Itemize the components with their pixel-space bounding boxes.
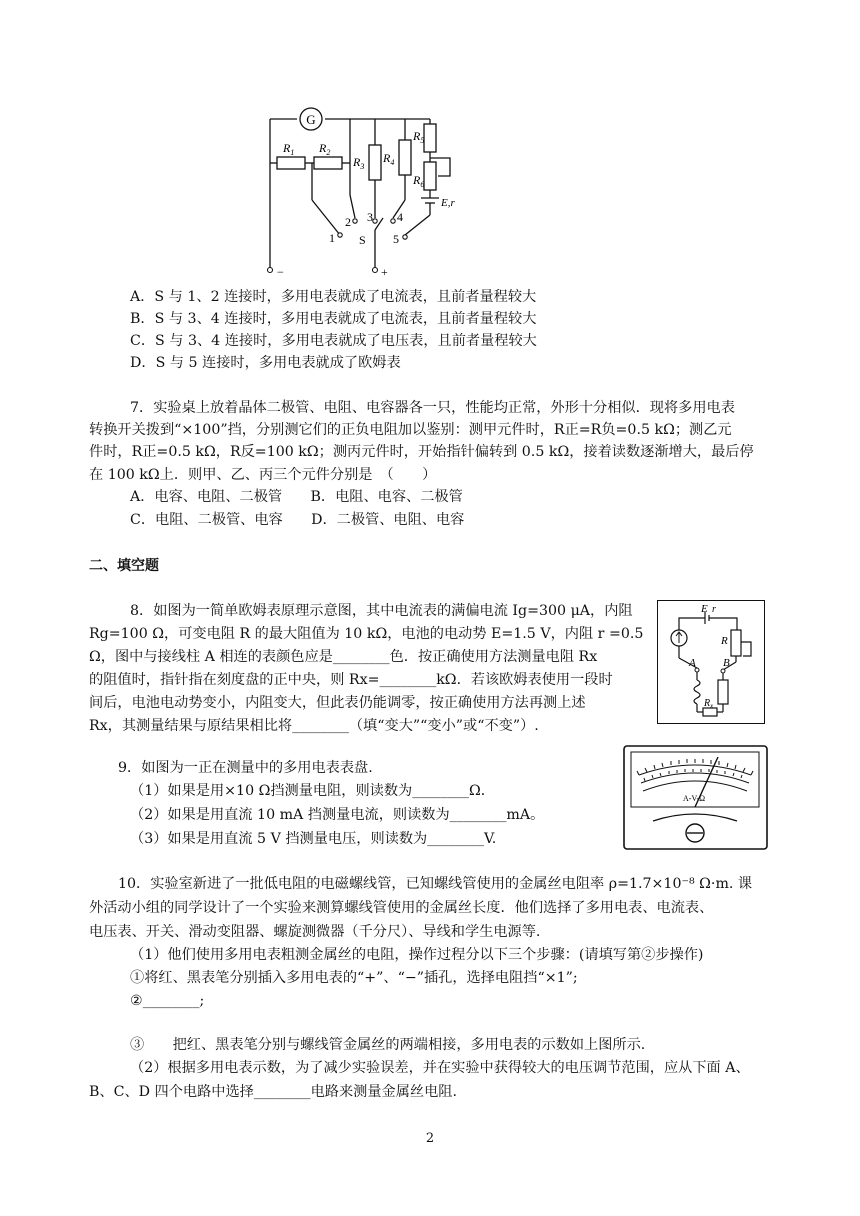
- q10-step-3: ③ 把红、黑表笔分别与螺线管金属丝的两端相接，多用电表的示数如上图所示.: [130, 1037, 646, 1053]
- q9-line-4: （3）如果是用直流 5 V 挡测量电压，则读数为________V.: [130, 831, 497, 847]
- q6-option-c: C．S 与 3、4 连接时，多用电表就成了电压表，且前者量程较大: [130, 333, 537, 349]
- terminal-a-label: A: [689, 657, 696, 669]
- svg-text:R4: $R_4$: [383, 151, 395, 167]
- r5-label: R: [413, 129, 421, 143]
- svg-text:R6: $R_6$: [413, 173, 425, 189]
- r3-label: R: [353, 155, 361, 169]
- q10-line-3: 电压表、开关、滑动变阻器、螺旋测微器（千分尺）、导线和学生电源等.: [89, 924, 541, 940]
- plus-terminal-label: +: [381, 265, 388, 279]
- q6-option-a: A．S 与 1、2 连接时，多用电表就成了电流表，且前者量程较大: [130, 289, 537, 305]
- battery-r-label: r: [712, 604, 716, 615]
- switch-label: S: [359, 233, 366, 247]
- q7-line-1: 7．实验桌上放着晶体二极管、电阻、电容器各一只，性能均正常，外形十分相似．现将多用电表: [130, 400, 735, 416]
- q8-line-5: 间后，电池电动势变小，内阻变大，但此表仍能调零，按正确使用方法再测上述: [89, 695, 586, 711]
- galvanometer-label: G: [306, 112, 316, 127]
- minus-terminal-label: −: [277, 265, 284, 279]
- q10-part-2-line-1: （2）根据多用电表示数，为了减少实验误差，并在实验中获得较大的电压调节范围，应从下面 A、: [130, 1060, 750, 1076]
- contact-2-label: 2: [345, 215, 351, 229]
- contact-3-label: 3: [367, 210, 373, 224]
- battery-e-label: E: [701, 603, 708, 615]
- page-number: 2: [425, 1131, 435, 1146]
- q7-options-cd: C．电阻、二极管、电容 D．二极管、电阻、电容: [130, 512, 465, 528]
- multimeter-dial-figure: [623, 745, 768, 850]
- q7-line-4: 在 100 kΩ上．则甲、乙、丙三个元件分别是 （ ）: [89, 467, 437, 483]
- svg-text:R3: $R_3$: [353, 155, 365, 171]
- q10-part-2-line-2: B、C、D 四个电路中选择________电路来测量金属丝电阻.: [89, 1084, 457, 1100]
- r2-label: R: [319, 141, 327, 155]
- q7-line-3: 件时，R正=0.5 kΩ，R反=100 kΩ；测丙元件时，开始指针偏转到 0.5 kΩ，接着读数逐渐增大，最后停: [89, 444, 754, 460]
- r6-label: R: [413, 173, 421, 187]
- q9-line-1: 9．如图为一正在测量中的多用电表表盘.: [118, 760, 373, 776]
- q10-line-1: 10．实验室新进了一批低电阻的电磁螺线管，已知螺线管使用的金属丝电阻率 ρ=1.7×10⁻⁸ Ω·m. 课: [118, 876, 753, 892]
- q10-step-2: ②________;: [130, 993, 205, 1009]
- r1-label: R: [283, 141, 291, 155]
- q8-line-2: Rg=100 Ω，可变电阻 R 的最大阻值为 10 kΩ，电池的电动势 E=1.5 V，内阻 r =0.5: [89, 626, 644, 642]
- contact-4-label: 4: [397, 210, 403, 224]
- dial-label: A-V-Ω: [683, 794, 706, 803]
- q7-options-ab: A．电容、电阻、二极管 B．电阻、电容、二极管: [130, 489, 463, 505]
- q6-option-d: D．S 与 5 连接时，多用电表就成了欧姆表: [130, 355, 401, 371]
- q7-line-2: 转换开关拨到“×100”挡，分别测它们的正负电阻加以鉴别：测甲元件时，R正=R负=0.5 kΩ；测乙元: [89, 422, 732, 438]
- ohmmeter-circuit-figure: [657, 600, 765, 724]
- q6-option-b: B．S 与 3、4 连接时，多用电表就成了电流表，且前者量程较大: [130, 311, 537, 327]
- q8-line-4: 的阻值时，指针指在刻度盘的正中央，则 Rx=________kΩ．若该欧姆表使用一段时: [89, 672, 613, 688]
- q8-line-3: Ω，图中与接线柱 A 相连的表颜色应是________色．按正确使用方法测量电阻 Rx: [89, 649, 598, 665]
- svg-text:Rx: $R_x$: [704, 698, 714, 710]
- r4-label: R: [383, 151, 391, 165]
- svg-text:R1: $R_1$: [283, 141, 295, 157]
- q10-line-2: 外活动小组的同学设计了一个实验来测算螺线管使用的金属丝长度．他们选择了多用电表、电流表、: [89, 900, 714, 916]
- q8-line-6: Rx，其测量结果与原结果相比将________（填“变大”“变小”或“不变”）.: [89, 718, 539, 734]
- section-heading: 二、填空题: [89, 558, 159, 574]
- q8-line-1: 8．如图为一简单欧姆表原理示意图，其中电流表的满偏电流 Ig=300 μA，内阻: [130, 603, 633, 619]
- q9-line-2: （1）如果是用×10 Ω挡测量电阻，则读数为________Ω．: [130, 783, 495, 799]
- q10-step-1: ①将红、黑表笔分别插入多用电表的“+”、“−”插孔，选择电阻挡“×1”;: [130, 970, 578, 986]
- contact-5-label: 5: [393, 232, 399, 246]
- terminal-b-label: B: [723, 657, 730, 669]
- multimeter-circuit-figure: [255, 100, 475, 285]
- rx-label: R: [704, 698, 711, 709]
- battery-label: E,r: [441, 197, 455, 209]
- svg-text:R2: $R_2$: [319, 141, 331, 157]
- q10-part-1: （1）他们使用多用电表粗测金属丝的电阻，操作过程分以下三个步骤：(请填写第②步操作): [130, 947, 704, 963]
- variable-resistor-label: R: [721, 635, 728, 647]
- q9-line-3: （2）如果是用直流 10 mA 挡测量电流，则读数为________mA。: [130, 807, 545, 823]
- svg-text:R5: $R_5$: [413, 129, 425, 145]
- contact-1-label: 1: [329, 231, 335, 245]
